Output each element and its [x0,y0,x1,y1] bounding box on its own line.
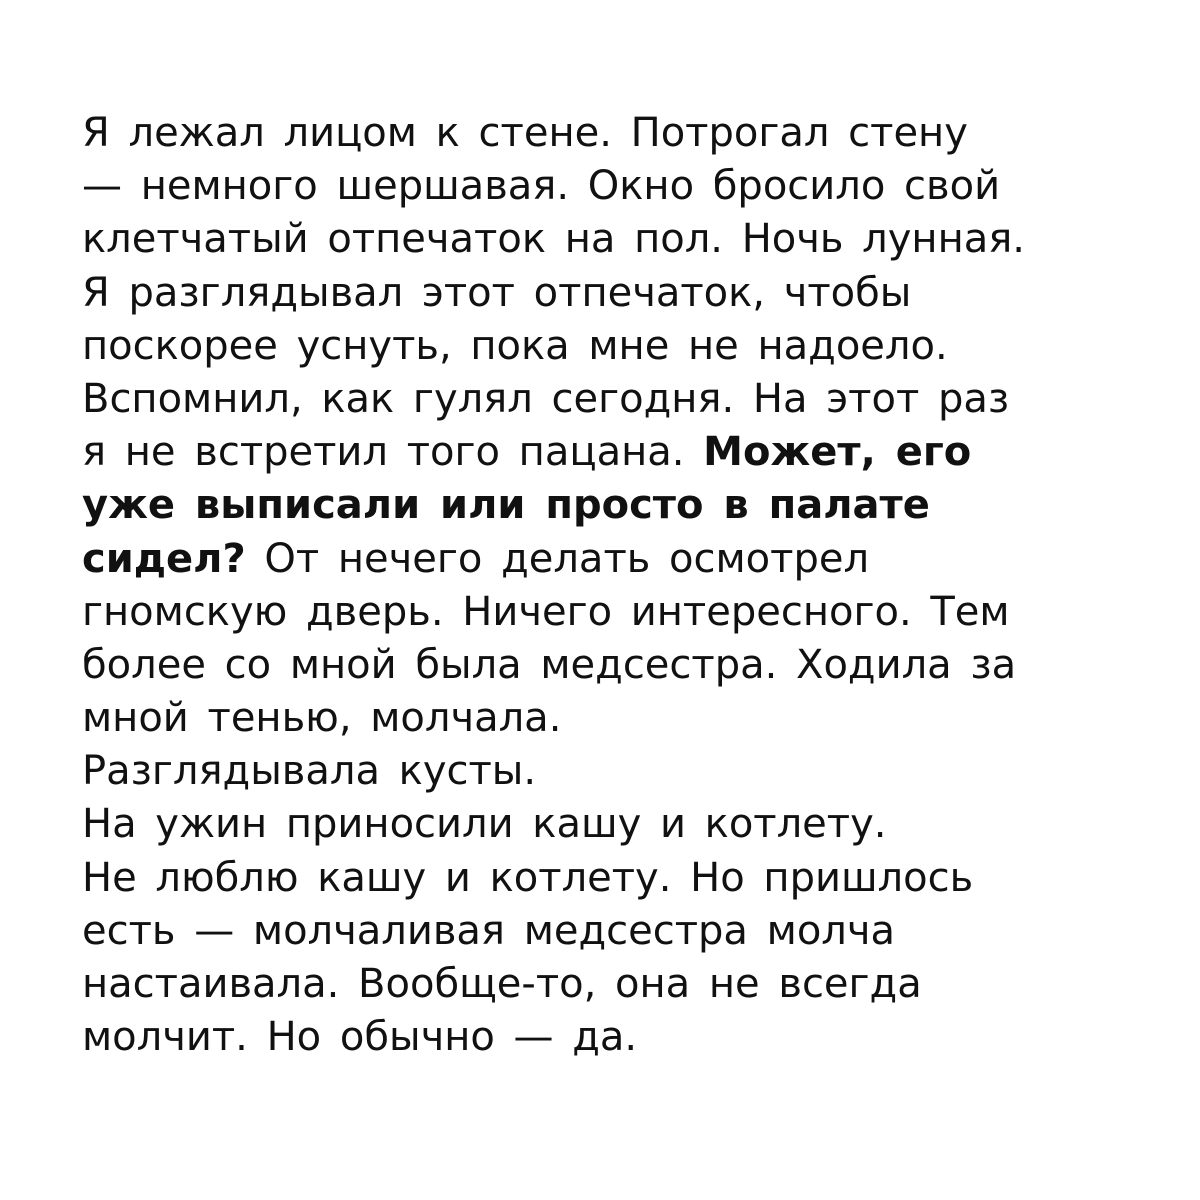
text-run: клетчатый отпечаток на пол. Ночь лунная. [82,216,1026,263]
text-run: настаивала. Вообще-то, она не всегда [82,961,922,1007]
bold-text-run: Может, его [703,429,972,476]
text-run: мной тенью, молчала. [82,695,562,742]
text-run: Я лежал лицом к стене. Потрогал стену [82,110,968,156]
text-line [82,213,1162,266]
text-line [82,267,1162,320]
text-run: гномскую дверь. Ничего интересного. Тем [82,588,1010,635]
text-run: — немного шершавая. Окно бросило свой [82,163,1001,210]
text-line [82,426,1162,479]
text-line [82,692,1162,745]
text-line [82,107,1162,160]
text-run: я не встретил того пацана. [82,429,704,476]
text-line [82,1011,1162,1064]
text-run: Разглядывала кусты. [82,748,537,795]
text-run: На ужин приносили кашу и котлету. [82,801,887,848]
bold-text-run: уже выписали или просто в палате [82,482,930,529]
text-run: Я разглядывал этот отпечаток, чтобы [82,269,912,316]
text-run: более со мной была медсестра. Ходила за [82,641,1017,688]
text-line [82,745,1162,798]
text-run: От нечего делать осмотрел [245,535,870,582]
text-line [82,160,1162,213]
text-line [82,798,1162,851]
text-line [82,958,1162,1011]
text-run: поскорее уснуть, пока мне не надоело. [82,322,948,369]
text-line [82,852,1162,905]
text-line [82,533,1162,586]
text-line [82,905,1162,958]
text-line [82,479,1162,532]
text-block [82,107,1162,1064]
text-run: Вспомнил, как гулял сегодня. На этот раз [82,375,1010,422]
text-line [82,586,1162,639]
text-line [82,639,1162,692]
text-run: молчит. Но обычно — да. [82,1014,638,1061]
text-run: есть — молчаливая медсестра молча [82,907,896,954]
bold-text-run: сидел? [82,535,246,582]
text-run: Не люблю кашу и котлету. Но пришлось [82,854,974,901]
text-line [82,373,1162,426]
text-line [82,320,1162,373]
